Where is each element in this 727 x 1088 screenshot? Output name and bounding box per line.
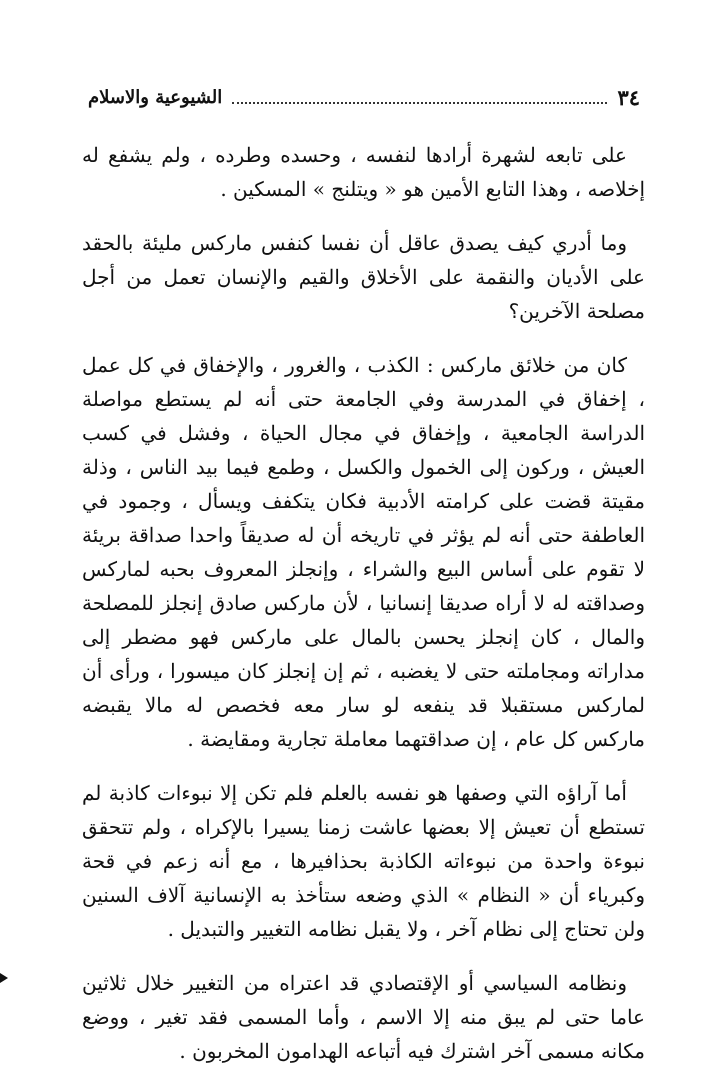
paragraph-2: وما أدري كيف يصدق عاقل أن نفسا كنفس ماركس مليئة بالحقد على الأديان والنقمة على الأخلاق والقيم والإنسان تعمل من أجل مصلحة الآخرين؟ [82,231,645,323]
page-edge-mark [0,973,8,983]
header-leader-dots [232,101,607,104]
paragraph-4: أما آراؤه التي وصفها هو نفسه بالعلم فلم تكن إلا نبوءات كاذبة لم تستطع أن تعيش إلا بعضها عاشت زمنا يسيرا بالإكراه ، ولم تتحقق نبوءة واحدة من نبوءاته الكاذبة بحذافيرها ، مع أنه زعم في قحة وكبرياء أن « النظام » الذي وضعه ستأخذ به الإنسانية آلاف السنين ولن تحتاج إلى نظام آخر ، ولا يقبل نظامه التغيير والتبديل . [82,781,645,941]
paragraph-5: ونظامه السياسي أو الإقتصادي قد اعتراه من التغيير خلال ثلاثين عاما حتى لم يبق منه إلا الاسم ، وأما المسمى فقد تغير ، ووضع مكانه مسمى آخر اشترك فيه أتباعه الهدامون المخربون . [82,971,645,1063]
page-number: ٣٤ [617,85,640,110]
running-header [88,82,640,110]
paragraph-1: على تابعه لشهرة أرادها لنفسه ، وحسده وطرده ، ولم يشفع له إخلاصه ، وهذا التابع الأمين هو « ويتلنج » المسكين . [82,143,645,201]
body-text [82,138,645,1088]
chapter-title: الشيوعية والاسلام [88,87,223,108]
paragraph-3: كان من خلائق ماركس : الكذب ، والغرور ، والإخفاق في كل عمل ، إخفاق في المدرسة وفي الجامعة حتى أنه لم يستطع مواصلة الدراسة الجامعية ، وإخفاق في مجال الحياة ، وفشل في كسب العيش ، وركون إلى الخمول والكسل ، وطمع فيما بيد الناس ، وذلة مقيتة قضت على كرامته الأدبية فكان يتكفف ويسأل ، وجمود في العاطفة حتى أنه لم يؤثر في تاريخه أن له صديقاً واحدا صداقة بريئة لا تقوم على أساس البيع والشراء ، وإنجلز المعروف بحبه لماركس وصداقته له لا أراه صديقا إنسانيا ، لأن ماركس صادق إنجلز للمصلحة والمال ، كان إنجلز يحسن بالمال على ماركس فهو مضطر إلى مداراته ومجاملته حتى لا يغضبه ، ثم إن إنجلز كان ميسورا ، ورأى أن لماركس مستقبلا قد ينفعه لو سار معه فخصص له مالا يقبضه ماركس كل عام ، إن صداقتهما معاملة تجارية ومقايضة . [82,353,645,751]
